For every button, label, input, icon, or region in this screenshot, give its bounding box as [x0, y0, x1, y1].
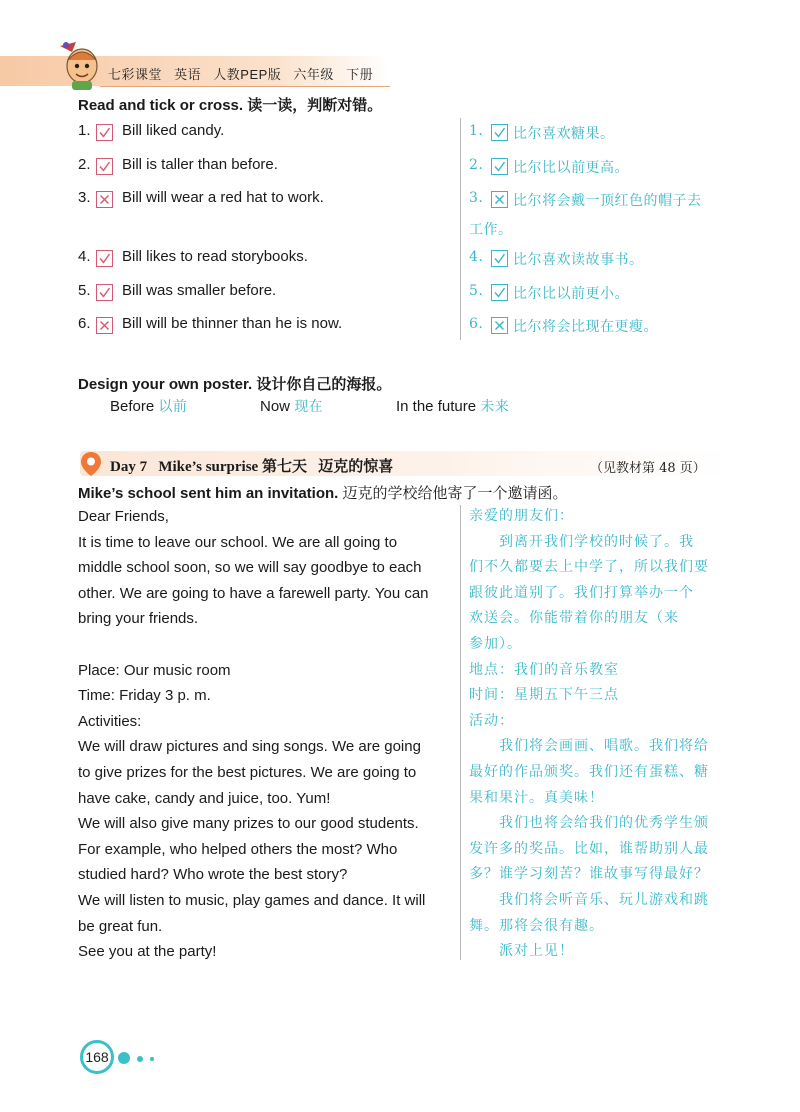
tick-mark-icon[interactable] — [96, 284, 113, 301]
cross-mark-icon[interactable] — [96, 317, 113, 334]
item-statement-en: Bill was smaller before. — [122, 282, 277, 299]
item-number-cn: 4. — [469, 249, 484, 265]
cross-mark-icon[interactable] — [96, 191, 113, 208]
item-statement-cn: 比尔将会比现在更瘦。 — [513, 319, 658, 335]
letter-line-cn: 跟彼此道别了。我们打算举办一个 — [469, 584, 694, 601]
section1-title — [78, 94, 382, 115]
section2-title-en: Design your own poster. — [78, 376, 253, 393]
letter-line-en: be great fun. — [78, 917, 163, 935]
tick-mark-icon[interactable] — [96, 158, 113, 175]
section1-title-cn: 读一读，判断对错。 — [247, 97, 383, 114]
poster-col-now — [260, 396, 323, 416]
page-dot-large — [118, 1052, 130, 1064]
item-statement-cn: 比尔喜欢糖果。 — [513, 126, 615, 142]
item-number-cn: 5. — [469, 283, 484, 299]
volume: 下册 — [346, 67, 374, 82]
letter-line-cn: 果和果汁。真美味！ — [469, 789, 604, 806]
item-statement-en: Bill will wear a red hat to work. — [122, 189, 324, 206]
section1-title-en: Read and tick or cross. — [78, 97, 244, 114]
letter-line-en: Time: Friday 3 p. m. — [78, 687, 211, 705]
item-number: 1. — [78, 122, 91, 139]
item-statement-cn: 比尔喜欢读故事书。 — [513, 252, 644, 268]
poster-col-before — [110, 396, 187, 416]
letter-line-en: We will listen to music, play games and dance. It will — [78, 891, 426, 909]
column-divider-top — [460, 118, 461, 340]
letter-line-en: have cake, candy and juice, too. Yum! — [78, 789, 331, 807]
day7-title-en: Mike’s surprise — [158, 459, 259, 475]
page-number: 168 — [80, 1040, 114, 1074]
section2-title-cn: 设计你自己的海报。 — [256, 376, 392, 393]
letter-line-en: Place: Our music room — [78, 661, 231, 679]
letter-line-cn: 们不久都要去上中学了，所以我们要 — [469, 559, 709, 576]
letter-line-en: Dear Friends, — [78, 508, 169, 525]
mascot-icon — [52, 36, 112, 92]
letter-line-cn: 我们将会听音乐、玩儿游戏和跳 — [469, 891, 709, 908]
letter-line-cn: 参加）。 — [469, 635, 522, 652]
letter-line-cn: 最好的作品颁奖。我们还有蛋糕、糖 — [469, 763, 709, 780]
poster-col-now-cn: 现在 — [294, 399, 324, 415]
edition: 人教PEP版 — [213, 67, 282, 82]
letter-line-en: We will draw pictures and sing songs. We are going — [78, 738, 421, 756]
tick-mark-icon — [491, 250, 508, 267]
poster-col-before-cn: 以前 — [158, 399, 188, 415]
invitation-letter-cn — [469, 504, 709, 965]
item-number: 2. — [78, 156, 91, 173]
header-rule — [100, 86, 390, 87]
tick-mark-icon — [491, 158, 508, 175]
item-number-cn: 2. — [469, 157, 484, 173]
item-statement-cn: 比尔比以前更小。 — [513, 286, 629, 302]
day7-title-cn: 第七天 — [261, 457, 307, 475]
letter-line-cn: 我们也将会给我们的优秀学生颁 — [469, 815, 709, 832]
letter-line-cn: 亲爱的朋友们： — [469, 508, 574, 524]
letter-line-en: bring your friends. — [78, 610, 199, 628]
poster-col-before-en: Before — [110, 398, 155, 415]
day7-intro — [78, 482, 568, 503]
letter-line-en: We will also give many prizes to our good students. — [78, 815, 419, 833]
item-statement-en: Bill liked candy. — [122, 122, 225, 139]
letter-line-en: other. We are going to have a farewell party. You can — [78, 584, 429, 602]
tick-mark-icon[interactable] — [96, 124, 113, 141]
item-number-cn: 6. — [469, 316, 484, 332]
letter-line-en: middle school soon, so we will say goodbye to each — [78, 559, 422, 577]
item-number: 6. — [78, 315, 91, 332]
day7-title — [110, 455, 393, 476]
column-divider-letter — [460, 505, 461, 960]
letter-line-en: It is time to leave our school. We are all going to — [78, 533, 398, 551]
item-statement-cn: 比尔将会戴一顶红色的帽子去 — [513, 193, 702, 209]
textbook-reference: （见教材第 48 页） — [590, 461, 706, 476]
day7-label: Day 7 — [110, 459, 148, 475]
item-statement-en: Bill likes to read storybooks. — [122, 248, 308, 265]
letter-line-en: See you at the party! — [78, 943, 217, 961]
letter-line-cn: 我们将会画画、唱歌。我们将给 — [469, 738, 709, 755]
section2-title — [78, 373, 391, 394]
page-dot-medium — [137, 1056, 143, 1062]
letter-line-cn: 地点：我们的音乐教室 — [469, 661, 619, 678]
poster-col-now-en: Now — [260, 398, 291, 415]
item-statement-en: Bill is taller than before. — [122, 156, 278, 173]
poster-col-future — [396, 396, 509, 416]
letter-line-cn: 舞。那将会很有趣。 — [469, 917, 604, 934]
letter-line-en: to give prizes for the best pictures. We are going to — [78, 763, 417, 781]
grade: 六年级 — [293, 67, 334, 82]
location-pin-icon — [80, 451, 102, 477]
header-title — [108, 64, 381, 83]
letter-line-en: For example, who helped others the most? Who — [78, 840, 398, 858]
letter-line-en: Activities: — [78, 712, 142, 730]
tick-mark-icon — [491, 284, 508, 301]
item-number-cn: 3. — [469, 190, 484, 206]
day7-subtitle-cn: 迈克的惊喜 — [318, 457, 394, 475]
series-name: 七彩课堂 — [108, 67, 163, 82]
item-number: 4. — [78, 248, 91, 265]
item-number: 3. — [78, 189, 91, 206]
item-statement-en: Bill will be thinner than he is now. — [122, 315, 343, 332]
letter-line-cn: 欢送会。你能带着你的朋友（来 — [469, 610, 679, 627]
subject: 英语 — [174, 67, 202, 82]
item-statement-cn-continued: 工作。 — [469, 222, 513, 238]
day7-intro-en: Mike’s school sent him an invitation. — [78, 485, 339, 502]
letter-line-cn: 时间：星期五下午三点 — [469, 687, 619, 704]
letter-line-cn: 派对上见！ — [469, 943, 574, 960]
letter-line-cn: 发许多的奖品。比如，谁帮助别人最 — [469, 840, 709, 857]
invitation-letter-en — [78, 504, 429, 965]
cross-mark-icon — [491, 317, 508, 334]
letter-line-cn: 多？谁学习刻苦？谁故事写得最好？ — [469, 866, 709, 883]
poster-col-future-en: In the future — [396, 398, 477, 415]
item-number: 5. — [78, 282, 91, 299]
letter-line-en — [78, 632, 429, 658]
day7-intro-cn: 迈克的学校给他寄了一个邀请函。 — [342, 485, 568, 502]
item-number-cn: 1. — [469, 123, 484, 139]
page-dot-small — [150, 1057, 154, 1061]
letter-line-en: studied hard? Who wrote the best story? — [78, 866, 348, 884]
tick-mark-icon[interactable] — [96, 250, 113, 267]
letter-line-cn: 活动： — [469, 712, 514, 729]
letter-line-cn: 到离开我们学校的时候了。我 — [469, 533, 694, 550]
item-statement-cn: 比尔比以前更高。 — [513, 160, 629, 176]
poster-col-future-cn: 未来 — [480, 399, 510, 415]
tick-mark-icon — [491, 124, 508, 141]
cross-mark-icon — [491, 191, 508, 208]
